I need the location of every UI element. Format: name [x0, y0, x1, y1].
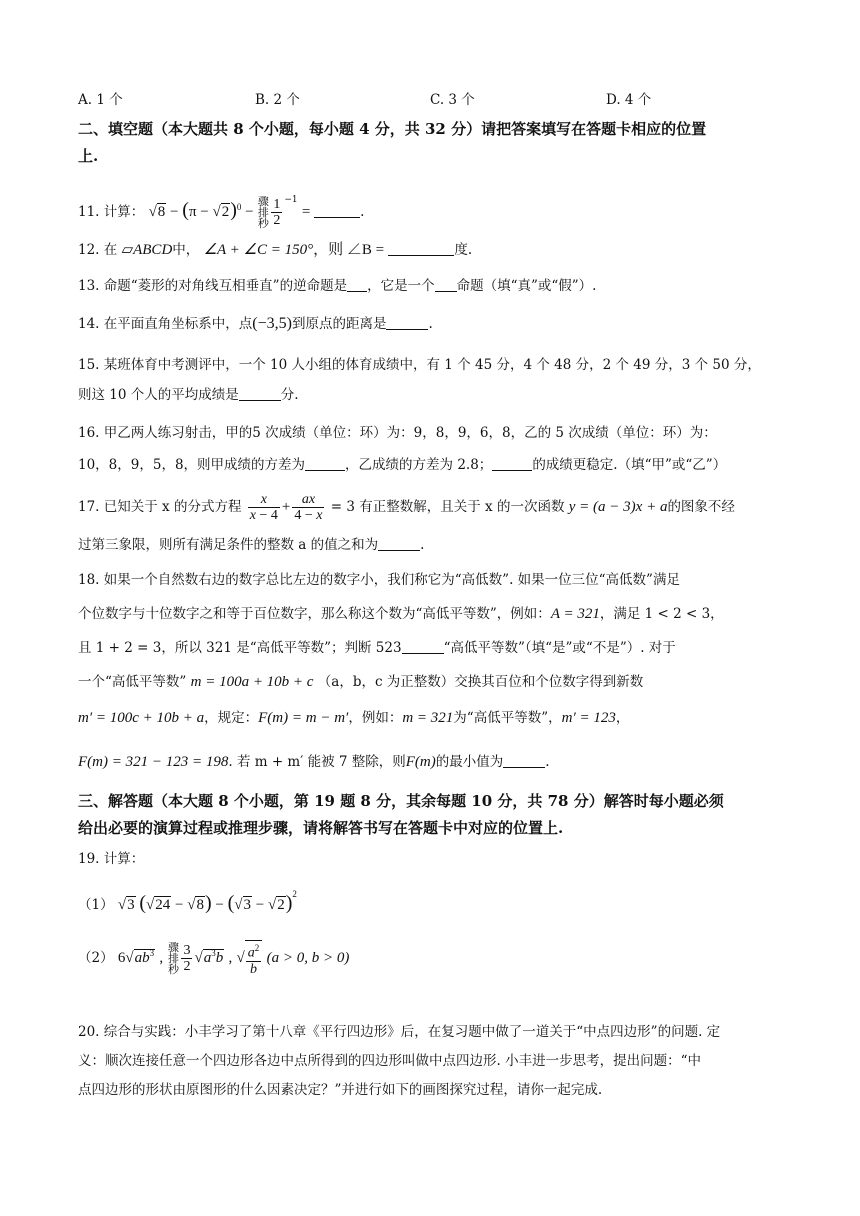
q17-fraction-2: $\frac{ax}{4 - x}$: [294, 492, 323, 523]
choice-c: C. 3 个: [430, 92, 475, 108]
question-11: 11. 计算： $√8 - (\pi - √2)^0$ − 骤 排 秒 $\frac{1}{2}$ $^{-1}$ = .: [78, 195, 365, 230]
q13-text3: 命题（填“真”或“假”）.: [456, 278, 597, 294]
q18-formula-m-prime: m′ = 100c + 10b + a: [78, 710, 205, 726]
q18-formula-m: m = 100a + 10b + c: [190, 674, 314, 690]
q19-glyph-stack: 骤 排 秒: [167, 940, 179, 976]
question-18-line1: 18. 如果一个自然数右边的数字总比左边的数字小，我们称它为“高低数”. 如果一位三位“高低数”满足: [78, 572, 680, 588]
q11-math-expr: $√8 - (\pi - √2)^0$ −: [148, 199, 258, 221]
choice-a: A. 1 个: [78, 92, 123, 108]
q15-answer-blank[interactable]: [239, 386, 281, 401]
section2-heading-line1: 二、填空题（本大题共 8 个小题，每小题 4 分，共 32 分）请把答案填写在答题卡相应的位置: [78, 120, 707, 138]
q14-text2: 到原点的距离是: [291, 316, 387, 332]
q17-function: y = (a − 3)x + a: [568, 499, 668, 515]
q17-text1: 17. 已知关于 x 的分式方程: [78, 499, 242, 515]
question-20-line2: 义：顺次连接任意一个四边形各边中点所得到的四边形叫做中点四边形. 小丰进一步思考，提出问题：“中: [78, 1053, 701, 1069]
section3-heading-line2: 给出必要的演算过程或推理步骤，请将解答书写在答题卡中对应的位置上.: [78, 819, 564, 837]
question-13: [78, 276, 596, 296]
q18-formula-F: F(m) = m − m′: [258, 710, 349, 726]
q14-suffix: .: [428, 316, 433, 332]
q19-part2-expr-c: √ $\frac{a^2}{b}$: [237, 950, 263, 966]
q18-text-4a: 一个“高低平等数”: [78, 674, 187, 690]
q18-text-3a: 且 1 + 2 = 3，所以 321 是“高低平等数”；判断 523: [78, 640, 402, 656]
q18-example: A = 321: [550, 606, 600, 622]
choice-b: B. 2 个: [255, 92, 300, 108]
q14-point: (−3,5): [252, 315, 292, 332]
q12-condition: ∠A + ∠C = 150°: [203, 242, 314, 258]
q18-example-m-prime: m′ = 123: [561, 710, 616, 726]
q13-answer-blank-2[interactable]: [435, 277, 457, 292]
q17-text-b: .: [420, 537, 425, 553]
q12-answer-blank[interactable]: [388, 241, 454, 256]
section2-heading-line2: 上.: [78, 147, 99, 165]
question-18-line4: [78, 672, 643, 692]
section3-heading-line1: 三、解答题（本大题 8 个小题，第 19 题 8 分，其余每题 10 分，共 78 分）解答时每小题必须: [78, 792, 724, 810]
q14-answer-blank[interactable]: [386, 315, 428, 330]
q19-part2-expr-b: $√a^3b$: [194, 947, 224, 966]
q19-condition: (a > 0, b > 0): [266, 949, 350, 966]
question-19-part2: （2） $6√ab^3$ , 骤 排 秒 $\frac{3}{2}$ $√a^3b$ , √ $\frac{a^2}{b}$ (a > 0, b > 0): [78, 940, 350, 977]
q18-text-2c: ，满足 1 < 2 < 3，: [599, 606, 724, 622]
q17-answer-blank[interactable]: [378, 536, 420, 551]
q18-text-5f: 为“高低平等数”，: [453, 710, 562, 726]
q12-figure-name: ABCD: [133, 242, 173, 258]
q18-text-5b: ，规定：: [204, 710, 259, 726]
question-14: [78, 314, 433, 334]
question-17-line2: [78, 535, 424, 555]
q18-text-6d: 的最小值为: [435, 754, 504, 770]
question-16-line1: 16. 甲乙两人练习射击，甲的5 次成绩（单位：环）为：9，8，9，6，8，乙的 5 次成绩（单位：环）为：: [78, 425, 717, 441]
q19-part2-expr-a: $6√ab^3$: [117, 947, 155, 966]
q18-text-5d: ，例如：: [348, 710, 403, 726]
q17-text3: 的图象不经: [667, 499, 735, 515]
q13-answer-blank-1[interactable]: [347, 277, 367, 292]
q11-fraction: $\frac{1}{2}$: [273, 197, 281, 228]
question-15-line2: [78, 385, 299, 405]
question-20-line3: 点四边形的形状由原图形的什么因素决定？”并进行如下的画图探究过程，请你一起完成.: [78, 1082, 603, 1098]
q17-fraction-1: $\frac{x}{x - 4}$: [249, 492, 278, 523]
q18-answer-blank-1[interactable]: [402, 639, 444, 654]
question-18-line3: [78, 638, 676, 658]
q12-prefix: 12. 在: [78, 242, 118, 258]
q19-fraction: $\frac{3}{2}$: [183, 942, 191, 974]
parallelogram-icon: ▱: [121, 242, 134, 258]
q11-prefix: 11. 计算：: [78, 204, 145, 220]
q15-text-b: 分.: [280, 387, 299, 403]
q19-part1-expr: √3 $(√24 - √8) - (√3 - √2)^2$: [117, 889, 297, 914]
q18-text-6e: .: [545, 754, 550, 770]
question-15-line1: 15. 某班体育中考测评中，一个 10 人小组的体育成绩中，有 1 个 45 分，4 个 48 分，2 个 49 分，3 个 50 分，: [78, 357, 761, 373]
q19-part2-label: （2）: [78, 949, 114, 966]
q18-text-3b: “高低平等数”（填“是”或“不是”）. 对于: [443, 640, 676, 656]
q16-text-a: 10，8，9，5，8，则甲成绩的方差为: [78, 457, 306, 473]
question-18-line6: [78, 752, 550, 772]
q12-ask: ，则 ∠B =: [313, 242, 385, 258]
q12-suffix: 度.: [454, 242, 473, 258]
question-19-part1: [78, 884, 297, 915]
q16-answer-blank-1[interactable]: [305, 456, 345, 471]
question-16-line2: [78, 455, 726, 475]
question-18-line5: [78, 708, 629, 728]
question-12: [78, 240, 472, 260]
q18-answer-blank-2[interactable]: [503, 753, 545, 768]
q18-text-2a: 个位数字与十位数字之和等于百位数字，那么称这个数为“高低平等数”，例如：: [78, 606, 551, 622]
q16-text-c: 的成绩更稳定.（填“甲”或“乙”）: [532, 457, 727, 473]
q12-mid: 中，: [172, 242, 200, 258]
q14-text1: 14. 在平面直角坐标系中，点: [78, 316, 253, 332]
choice-d: D. 4 个: [606, 92, 652, 108]
q18-text-5h: ，: [615, 710, 630, 726]
q11-glyph-stack: 骤 排 秒: [257, 195, 269, 230]
q18-text-4c: （a，b，c 为正整数）交换其百位和个位数字得到新数: [317, 674, 644, 690]
q13-text2: ，它是一个: [367, 278, 435, 294]
q11-answer-blank[interactable]: [314, 203, 360, 218]
question-17-line1: 17. 已知关于 x 的分式方程 $\frac{x}{x - 4}$ + $\frac{ax}{4 - x}$ = 3 有正整数解，且关于 x 的一次函数 y = (a − 3)x + a的图象不经: [78, 492, 735, 523]
q17-text2: = 3 有正整数解，且关于 x 的一次函数: [330, 499, 565, 515]
question-20-line1: 20. 综合与实践：小丰学习了第十八章《平行四边形》后，在复习题中做了一道关于“中点四边形”的问题. 定: [78, 1024, 721, 1040]
q13-text1: 13. 命题“菱形的对角线互相垂直”的逆命题是: [78, 278, 348, 294]
q18-text-6b: . 若 m + m′ 能被 7 整除，则: [228, 754, 406, 770]
q18-example-m: m = 321: [402, 710, 454, 726]
q17-text-a: 过第三象限，则所有满足条件的整数 a 的值之和为: [78, 537, 379, 553]
q11-suffix: .: [360, 204, 365, 220]
question-18-line2: [78, 604, 724, 624]
q18-F-label: F(m): [405, 754, 436, 770]
q19-part1-label: （1）: [78, 897, 114, 913]
q16-text-b: ，乙成绩的方差为 2.8；: [345, 457, 493, 473]
q18-example-F: F(m) = 321 − 123 = 198: [78, 754, 229, 770]
q15-text-a: 则这 10 个人的平均成绩是: [78, 387, 239, 403]
q16-answer-blank-2[interactable]: [492, 456, 532, 471]
question-19-title: 19. 计算：: [78, 851, 145, 867]
